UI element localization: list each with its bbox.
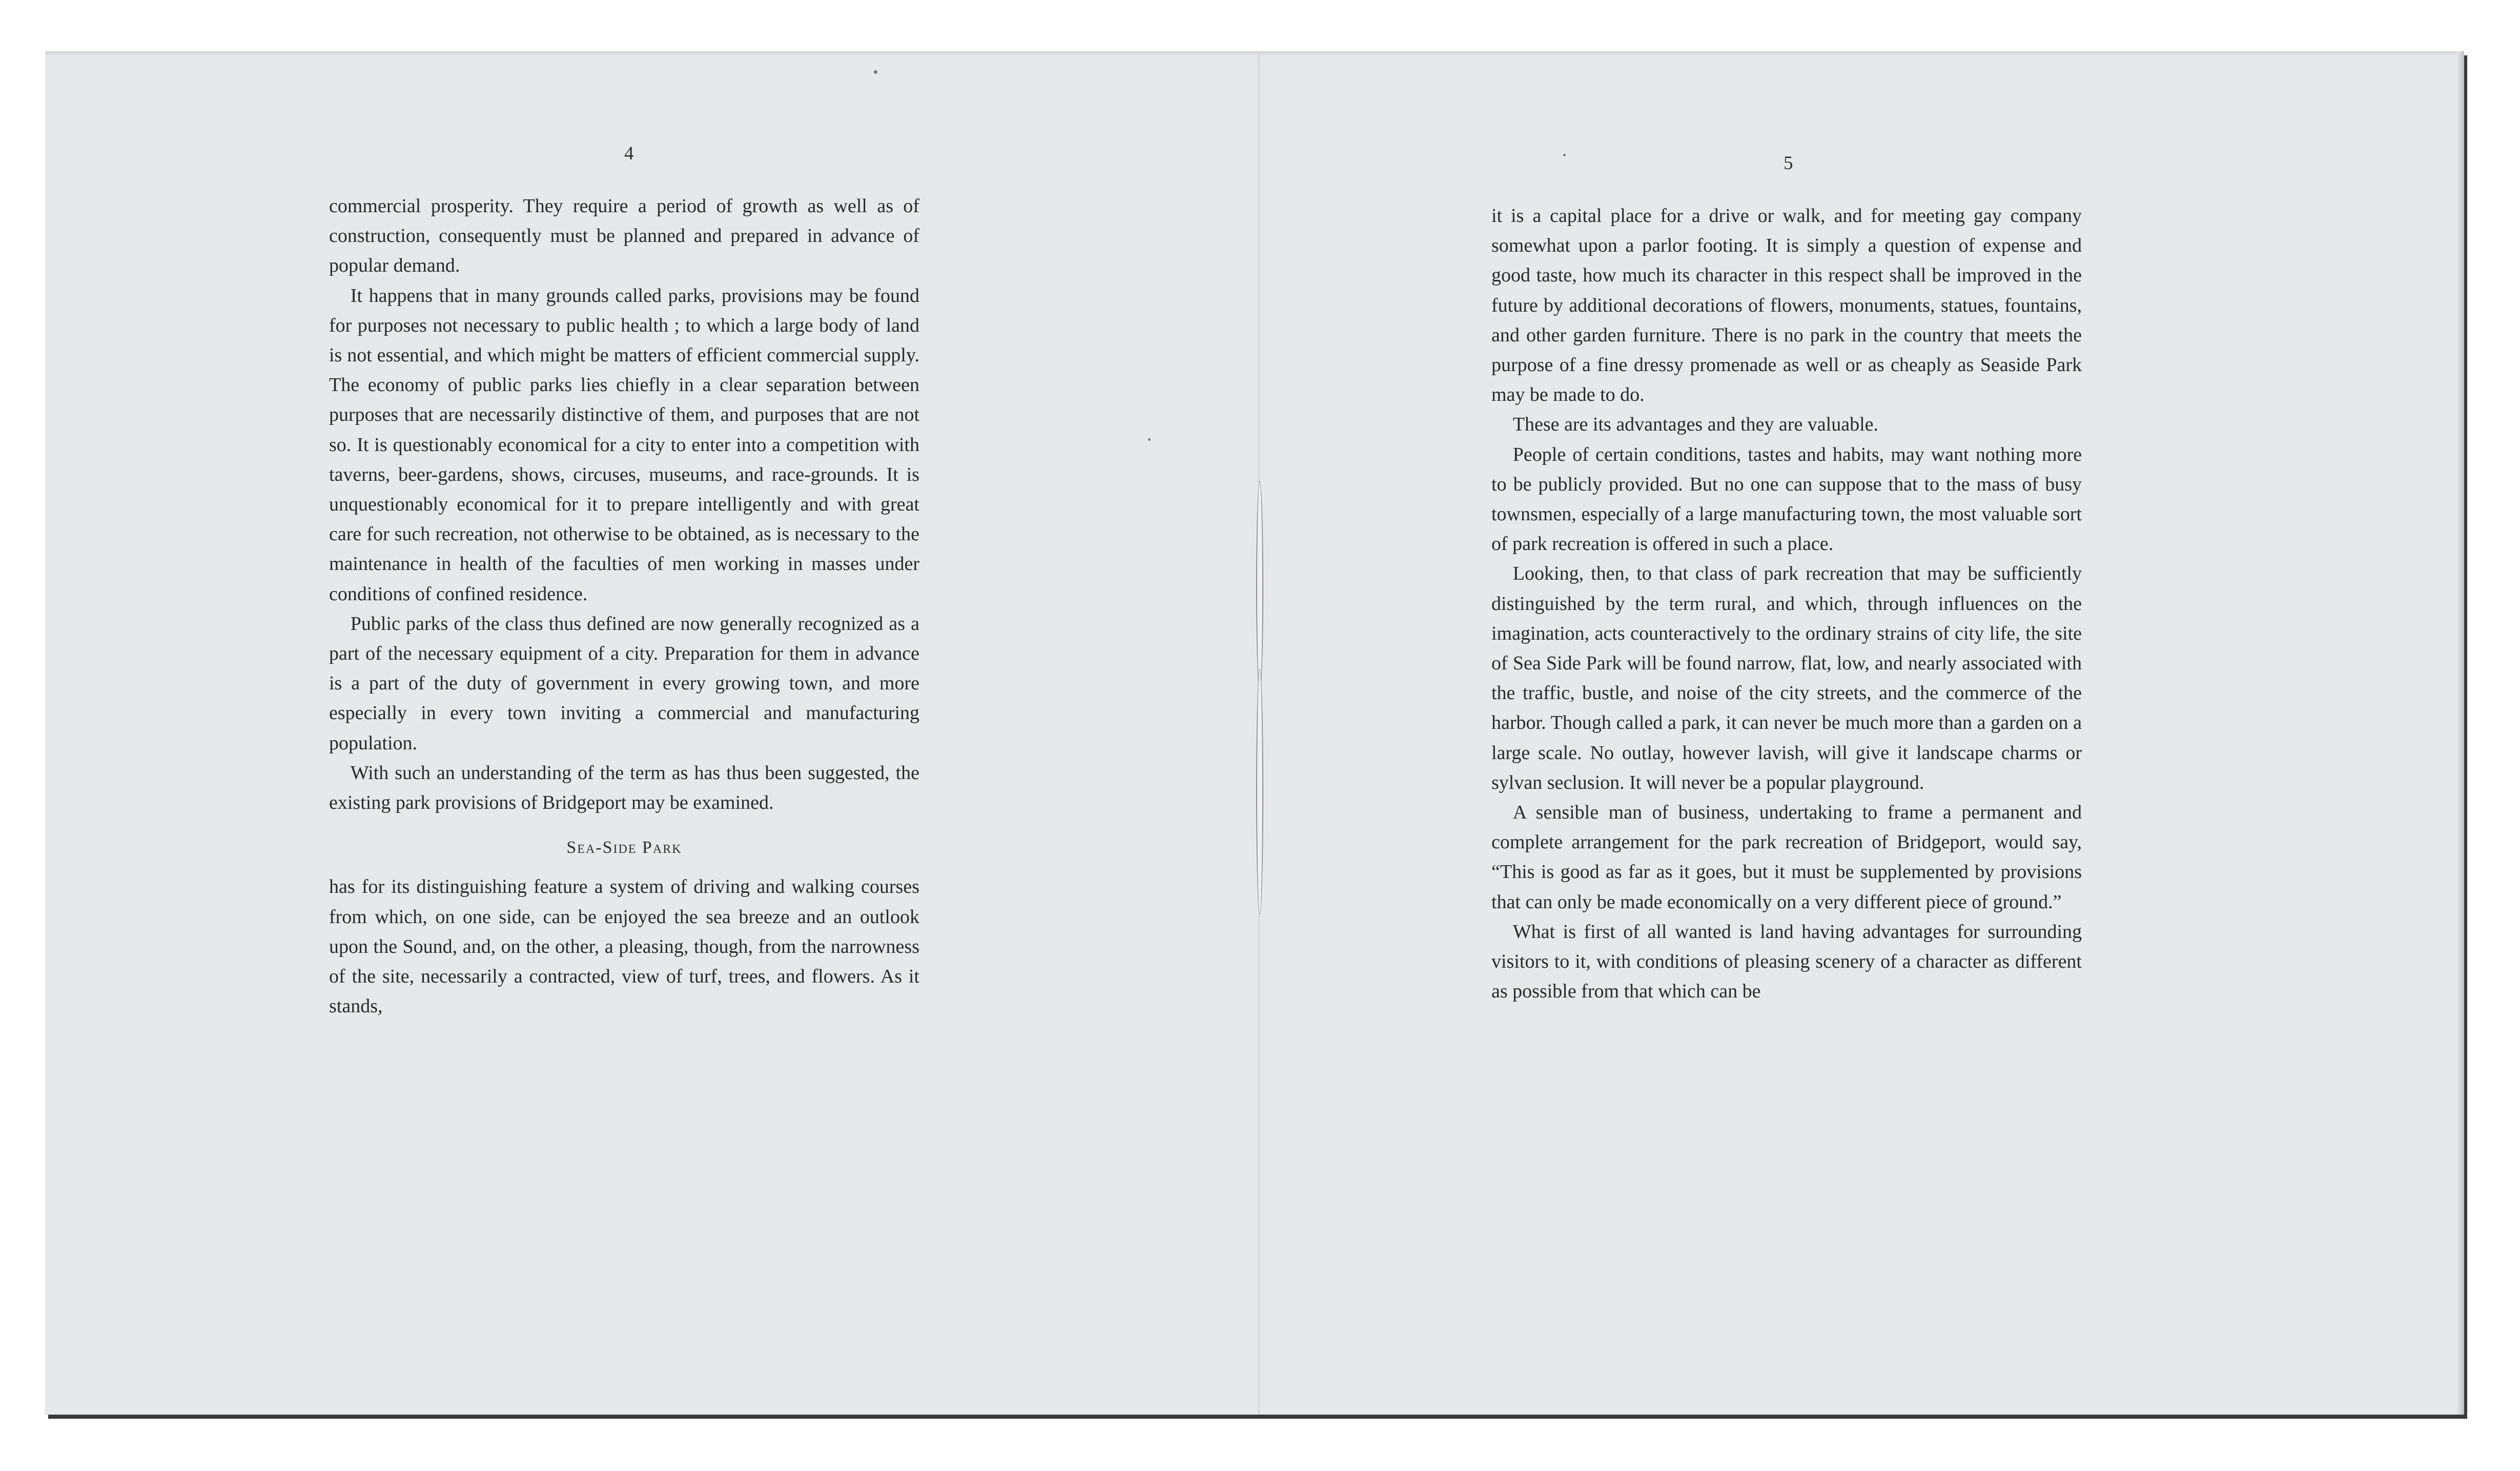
right-page-text [1491,201,2082,1006]
paragraph: These are its advantages and they are valuable. [1512,414,1879,436]
binding-stitch-lower [1256,669,1263,914]
right-page-number: 5 [1784,153,1793,174]
paper-speck [1148,438,1151,441]
section-heading: Sea-Side Park [566,838,682,857]
left-page-number: 4 [624,143,634,164]
paragraph: A sensible man of business, undertaking to frame a permanent and complete arrangement for the park recreation of Bridgeport, would say, “This is good as far as it goes, but it must be supplemented by provisions that can only be made economically on a very different piece of ground.” [1491,802,2082,913]
paragraph: People of certain conditions, tastes and habits, may want nothing more to be publicly provided. But no one can suppose that to the mass of busy townsmen, especially of a large manufacturing town, the most valuable sort of park recreation is offered in such a place. [1491,443,2082,555]
paragraph: Looking, then, to that class of park recreation that may be sufficiently distinguished by the term rural, and which, through influences on the imagination, acts counteractively to the ordinary strains of city life, the site of Sea Side Park will be found narrow, flat, low, and nearly associated with the traffic, bustle, and noise of the city streets, and the commerce of the harbor. Though called a park, it can never be much more than a garden on a large scale. No outlay, however lavish, will give it landscape charms or sylvan seclusion. It will never be a popular playground. [1491,563,2082,793]
paragraph: Public parks of the class thus defined are now generally recognized as a part of the necessary equipment of a city. Preparation for them in advance is a part of the duty of government in every growing town, and more especially in every town inviting a commercial and manufacturing population. [329,612,919,754]
paragraph: has for its distinguishing feature a system of driving and walking courses from which, on one side, can be enjoyed the sea breeze and an outlook upon the Sound, and, on the other, a pleasing, though, from the narrowness of the site, necessarily a contracted, view of turf, trees, and flowers. As it stands, [329,876,919,1017]
paragraph: With such an understanding of the term as has thus been suggested, the existing park provisions of Bridgeport may be examined. [329,762,919,814]
paragraph: It happens that in many grounds called parks, provisions may be found for purposes not necessary to public health ; to which a large body of land is not essential, and which might be matters of efficient commercial supply. The economy of public parks lies chiefly in a clear separation between purposes that are necessarily distinctive of them, and purposes that are not so. It is questionably economical for a city to enter into a competition with taverns, beer-gardens, shows, circuses, museums, and race-grounds. It is unquestionably economical for it to prepare intelligently and with great care for such recreation, not otherwise to be obtained, as is necessary to the maintenance in health of the faculties of men working in masses under conditions of confined residence. [329,284,919,605]
paragraph: commercial prosperity. They require a period of growth as well as of construction, consequently must be planned and prepared in advance of popular demand. [329,195,919,277]
left-page-text [329,191,919,1021]
paragraph: What is first of all wanted is land having advantages for surrounding visitors to it, with conditions of pleasing scenery of a character as different as possible from that which can be [1491,921,2082,1003]
paper-speck [1563,154,1566,156]
binding-stitch-upper [1256,481,1263,693]
paper-speck [874,70,877,74]
paragraph: it is a capital place for a drive or walk, and for meeting gay company somewhat upon a parlor footing. It is simply a question of expense and good taste, how much its character in this respect shall be improved in the future by additional decorations of flowers, monuments, statues, fountains, and other garden furniture. There is no park in the country that meets the purpose of a fine dressy promenade as well or as cheaply as Seaside Park may be made to do. [1491,205,2082,406]
